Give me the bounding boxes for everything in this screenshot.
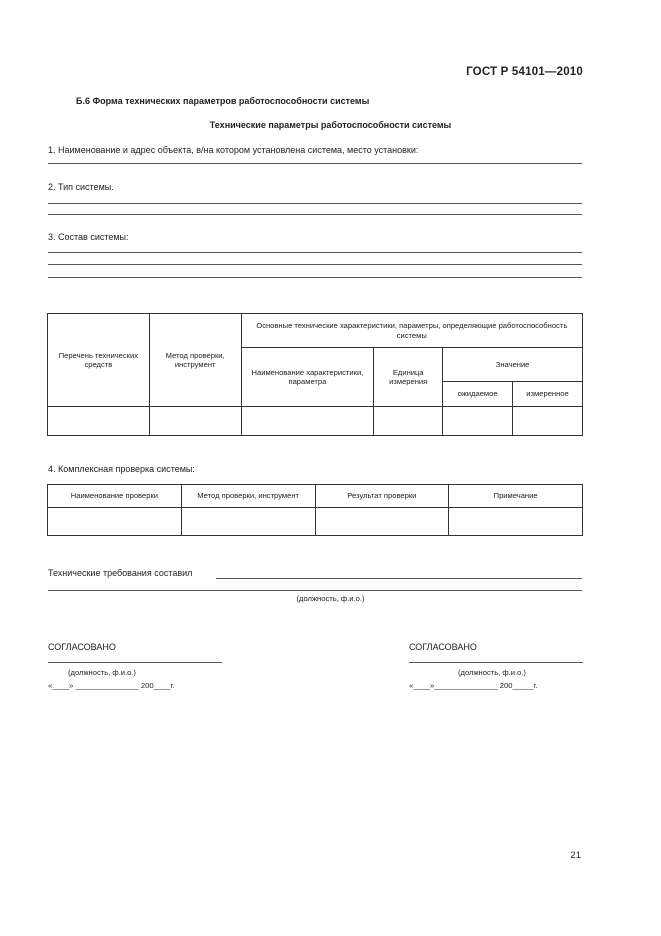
- approved-right-date: «____»_______________ 200_____г.: [409, 681, 538, 690]
- page-number: 21: [570, 850, 581, 861]
- section-3-label: 3. Состав системы:: [48, 232, 129, 242]
- fill-line: [48, 252, 582, 253]
- signature-line: [48, 662, 222, 663]
- approved-left-caption: (должность, ф.и.о.): [68, 668, 136, 677]
- annex-title: Б.6 Форма технических параметров работоспособности системы: [76, 96, 370, 106]
- approved-left-label: СОГЛАСОВАНО: [48, 642, 116, 652]
- fill-line: [48, 214, 582, 215]
- table-cell: [48, 407, 150, 436]
- section-1-label: 1. Наименование и адрес объекта, в/на котором установлена система, место установки:: [48, 145, 419, 155]
- fill-line: [48, 203, 582, 204]
- header-unit: Единица измерения: [374, 348, 443, 407]
- fill-line: [48, 264, 582, 265]
- position-caption: (должность, ф.и.о.): [296, 594, 365, 603]
- table-cell: [149, 407, 241, 436]
- table-row: [48, 508, 583, 536]
- header-check-result: Результат проверки: [315, 485, 449, 508]
- approved-right-label: СОГЛАСОВАНО: [409, 642, 477, 652]
- system-check-table: [47, 484, 583, 536]
- signature-line: [216, 578, 582, 579]
- form-title: Технические параметры работоспособности системы: [209, 120, 452, 130]
- section-2-label: 2. Тип системы.: [48, 182, 114, 192]
- table-header-row: [48, 314, 583, 348]
- header-check-method: Метод проверки, инструмент: [181, 485, 315, 508]
- table-cell: [181, 508, 315, 536]
- header-check-method: Метод проверки, инструмент: [149, 314, 241, 407]
- header-measured: измеренное: [513, 382, 583, 407]
- table-cell: [449, 508, 583, 536]
- approved-right-caption: (должность, ф.и.о.): [458, 668, 526, 677]
- table-cell: [315, 508, 449, 536]
- header-expected: ожидаемое: [443, 382, 513, 407]
- table-row: [48, 407, 583, 436]
- signature-line: [409, 662, 583, 663]
- table-cell: [374, 407, 443, 436]
- table-cell: [513, 407, 583, 436]
- fill-line: [48, 590, 582, 591]
- fill-line: [48, 163, 582, 164]
- table-header-row: [48, 485, 583, 508]
- header-characteristic-name: Наименование характеристики, параметра: [241, 348, 374, 407]
- header-value: Значение: [443, 348, 583, 382]
- table-cell: [48, 508, 182, 536]
- approved-left-date: «____» _______________ 200____г.: [48, 681, 175, 690]
- header-main-characteristics: Основные технические характеристики, параметры, определяющие работоспособность системы: [241, 314, 582, 348]
- compiled-by-label: Технические требования составил: [48, 568, 193, 578]
- fill-line: [48, 277, 582, 278]
- header-check-name: Наименование проверки: [48, 485, 182, 508]
- standard-code: ГОСТ Р 54101—2010: [466, 66, 583, 78]
- section-4-label: 4. Комплексная проверка системы:: [48, 464, 195, 474]
- table-cell: [241, 407, 374, 436]
- header-note: Примечание: [449, 485, 583, 508]
- technical-parameters-table: [47, 313, 583, 436]
- header-technical-means: Перечень технических средств: [48, 314, 150, 407]
- table-cell: [443, 407, 513, 436]
